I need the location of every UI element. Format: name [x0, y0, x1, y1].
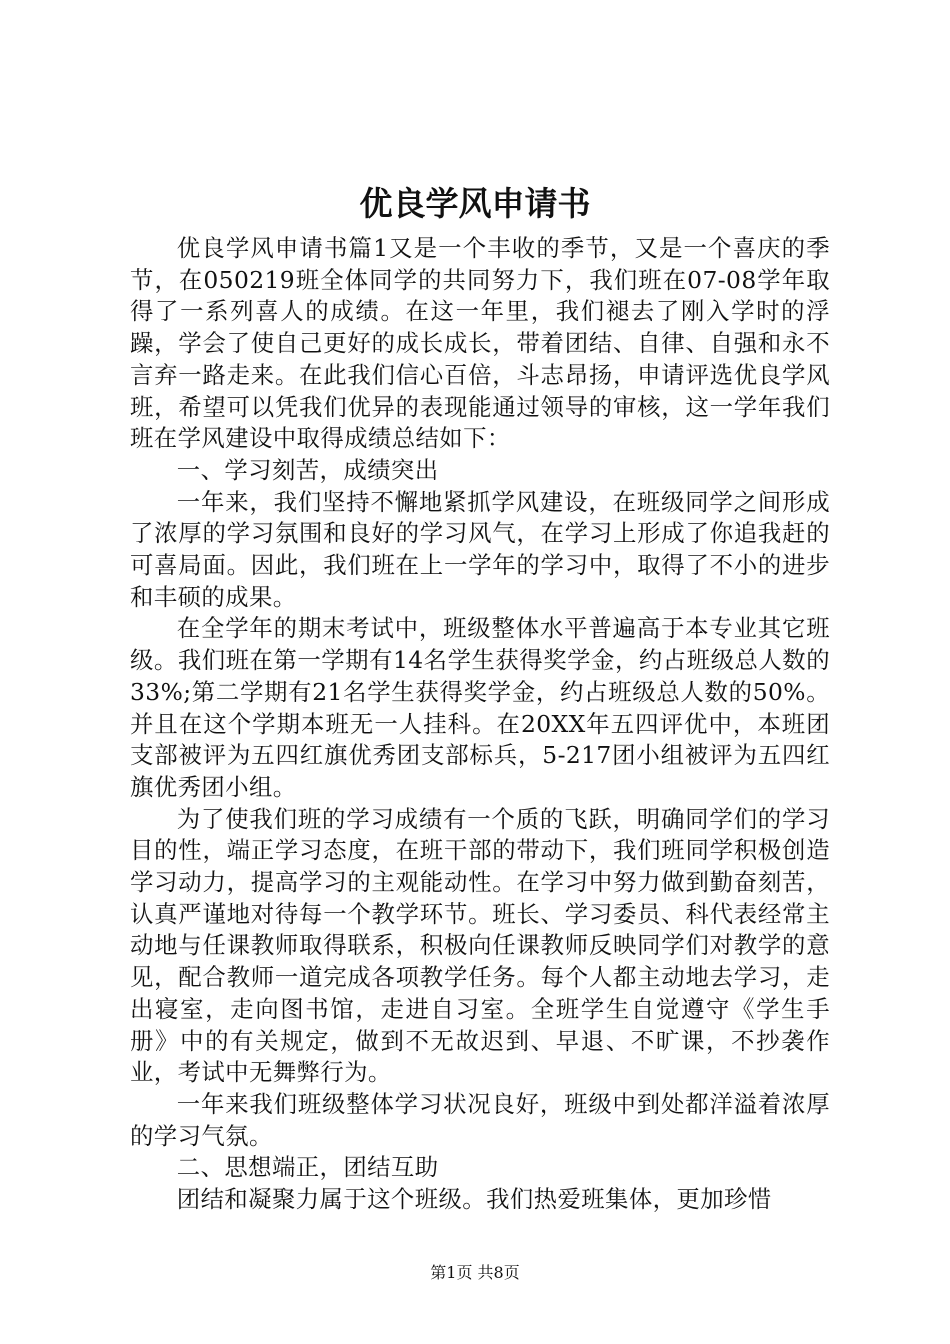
body-paragraph: 一年来我们班级整体学习状况良好，班级中到处都洋溢着浓厚的学习气氛。 [130, 1089, 830, 1150]
page-number-footer: 第1页 共8页 [430, 1263, 520, 1282]
body-paragraph: 团结和凝聚力属于这个班级。我们热爱班集体，更加珍惜 [176, 1185, 772, 1214]
intro-paragraph: 优良学风申请书篇1又是一个丰收的季节，又是一个喜庆的季节，在050219班全体同学的共同努力下，我们班在07-08学年取得了一系列喜人的成绩。在这一年里，我们褪去了刚入学时的浮躁，学会了使自己更好的成长成长，带着团结、自律、自强和永不言弃一路走来。在此我们信心百倍，斗志昂扬，申请评选优良学风班，希望可以凭我们优异的表现能通过领导的审核，这一学年我们班在学风建设中取得成绩总结如下： [130, 234, 830, 453]
section-heading-unity: 二、思想端正，团结互助 [176, 1153, 439, 1182]
document-body [130, 233, 830, 1216]
document-title: 优良学风申请书 [359, 184, 591, 223]
body-paragraph: 在全学年的期末考试中，班级整体水平普遍高于本专业其它班级。我们班在第一学期有14名学生获得奖学金，约占班级总人数的33%;第二学期有21名学生获得奖学金，约占班级总人数的50%。并且在这个学期本班无一人挂科。在20XX年五四评优中，本班团支部被评为五四红旗优秀团支部标兵，5-217团小组被评为五四红旗优秀团小组。 [130, 614, 830, 801]
body-paragraph: 一年来，我们坚持不懈地紧抓学风建设，在班级同学之间形成了浓厚的学习氛围和良好的学习风气，在学习上形成了你追我赶的可喜局面。因此，我们班在上一学年的学习中，取得了不小的进步和丰硕的成果。 [130, 487, 830, 611]
body-paragraph: 为了使我们班的学习成绩有一个质的飞跃，明确同学们的学习目的性，端正学习态度，在班干部的带动下，我们班同学积极创造学习动力，提高学习的主观能动性。在学习中努力做到勤奋刻苦，认真严谨地对待每一个教学环节。班长、学习委员、科代表经常主动地与任课教师取得联系，积极向任课教师反映同学们对教学的意见，配合教师一道完成各项教学任务。每个人都主动地去学习，走出寝室，走向图书馆，走进自习室。全班学生自觉遵守《学生手册》中的有关规定，做到不无故迟到、早退、不旷课，不抄袭作业，考试中无舞弊行为。 [130, 804, 830, 1087]
section-heading-study: 一、学习刻苦，成绩突出 [176, 455, 439, 484]
